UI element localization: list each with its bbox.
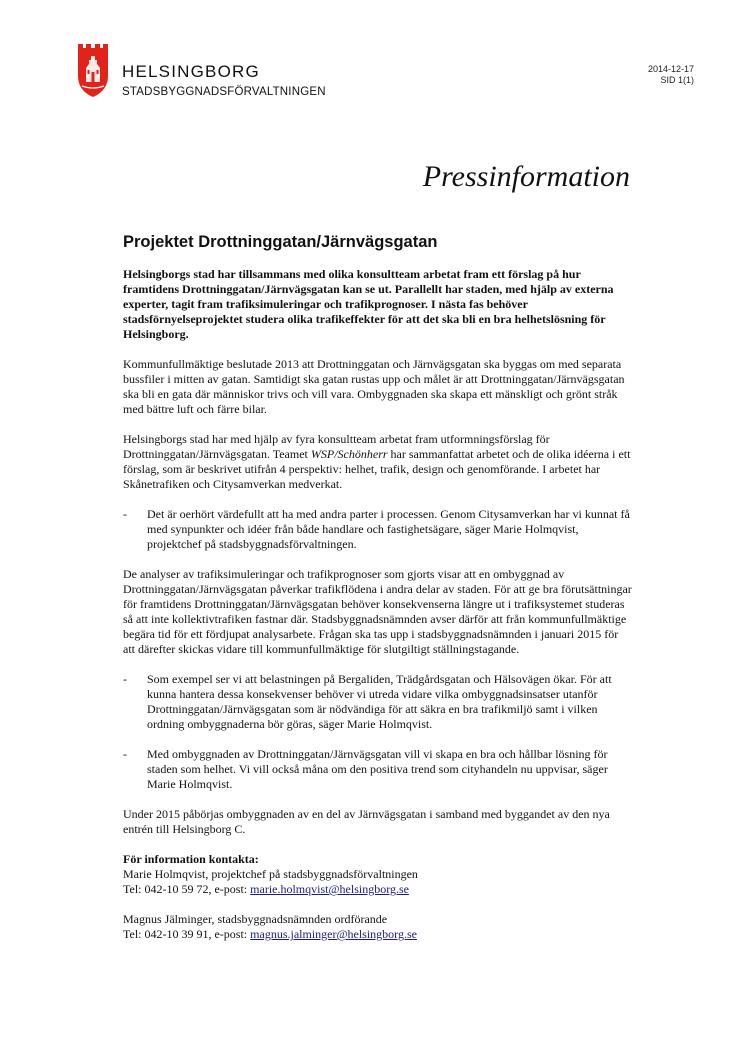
paragraph (123, 432, 633, 492)
helsingborg-crest-icon (76, 42, 110, 98)
contact-heading: För information kontakta: (123, 852, 259, 866)
document-type: Pressinformation (422, 160, 630, 193)
dash-bullet: - (123, 507, 127, 521)
document-body (123, 232, 633, 957)
contact-name-role: Marie Holmqvist, projektchef på stadsbyggnadsförvaltningen (123, 867, 418, 881)
text-span: har sammanfattat arbetet och de olika idéerna i ett förslag, som är beskrivet utifrån 4 perspektiv: helhet, trafik, design och genomförande. I arbetet har Skånetrafiken och Citysamverkan medverkat. (123, 447, 631, 491)
org-name: HELSINGBORG (122, 62, 260, 81)
contact-phone-email (123, 927, 633, 942)
quote-text: Med ombyggnaden av Drottninggatan/Järnvägsgatan vill vi skapa en bra och hållbar lösning för staden som helhet. Vi vill också måna om den positiva trend som cityhandeln nu uppvisar, säger Marie Holmqvist. (147, 747, 608, 791)
contact-name-role: Magnus Jälminger, stadsbyggnadsnämnden ordförande (123, 912, 388, 926)
dash-bullet: - (123, 672, 127, 686)
contact-phone-email (123, 882, 633, 897)
quote-item (123, 507, 633, 552)
email-link[interactable]: magnus.jalminger@helsingborg.se (250, 927, 417, 941)
contact-block (123, 912, 633, 942)
paragraph: Kommunfullmäktige beslutade 2013 att Drottninggatan och Järnvägsgatan ska byggas om med separata bussfiler i mitten av gatan. Samtidigt ska gatan rustas upp och målet är att Drottninggatan/Järnvägsgatan ska bli en gata där människor trivs och vill vara. Ombyggnaden ska skapa ett mänskligt och grönt stråk med bättre luft och färre bilar. (123, 357, 625, 416)
document-meta (648, 64, 694, 86)
page-title: Projektet Drottninggatan/Järnvägsgatan (123, 233, 438, 251)
dash-bullet: - (123, 747, 127, 761)
org-department: STADSBYGGNADSFÖRVALTNINGEN (122, 86, 326, 98)
quote-text: Det är oerhört värdefullt att ha med andra parter i processen. Genom Citysamverkan har vi kunnat få med synpunkter och idéer från både handlare och fastighetsägare, säger Marie Holmqvist, projektchef på stadsbyggnadsförvaltningen. (147, 507, 630, 551)
quote-text: Som exempel ser vi att belastningen på Bergaliden, Trädgårdsgatan och Hälsovägen ökar. För att kunna hantera dessa konsekvenser behöver vi utreda vidare vilka ombyggnadsinsatser utanför Drottninggatan/Järnvägsgatan som är nödvändiga för att säkra en bra trafikmiljö samt i vilken ordning ombyggnaderna bör göras, säger Marie Holmqvist. (147, 672, 612, 731)
quote-item (123, 747, 633, 792)
contact-block (123, 852, 633, 897)
lead-paragraph: Helsingborgs stad har tillsammans med olika konsultteam arbetat fram ett förslag på hur framtidens Drottninggatan/Järnvägsgatan kan se ut. Parallellt har staden, med hjälp av externa experter, tagit fram trafiksimuleringar och trafikprognoser. I nästa fas behöver stadsförnyelseprojektet studera olika trafikeffekter för att det ska bli en bra helhetslösning för Helsingborg. (123, 267, 614, 341)
paragraph: Under 2015 påbörjas ombyggnaden av en del av Järnvägsgatan i samband med byggandet av den nya entrén till Helsingborg C. (123, 807, 610, 836)
contact-phone: Tel: 042-10 39 91, e-post: (123, 927, 251, 941)
team-name: WSP/Schönherr (310, 447, 388, 461)
email-link[interactable]: marie.holmqvist@helsingborg.se (250, 882, 409, 896)
quote-item (123, 672, 633, 732)
document-date: 2014-12-17 (647, 64, 694, 74)
text-span: Helsingborgs stad har med hjälp av fyra konsultteam arbetat fram utformningsförslag för Drottninggatan/Järnvägsgatan. Teamet (123, 432, 550, 461)
page-number: SID 1(1) (660, 75, 694, 85)
paragraph: De analyser av trafiksimuleringar och trafikprognoser som gjorts visar att en ombyggnad av Drottninggatan/Järnvägsgatan påverkar trafikflödena i andra delar av staden. För att ge bra förutsättningar för framtidens Drottninggatan/Järnvägsgatan behöver konsekvenserna längre ut i trafiksystemet studeras så att inte kollektivtrafiken fastnar där. Stadsbyggnadsnämnden avser därför att från kommunfullmäktige begära tid för ett fördjupat analysarbete. Frågan ska tas upp i stadsbyggnadsnämnden i januari 2015 för att därefter skickas vidare till kommunfullmäktige för slutgiltigt ställningstagande. (123, 567, 632, 656)
contact-phone: Tel: 042-10 59 72, e-post: (123, 882, 251, 896)
